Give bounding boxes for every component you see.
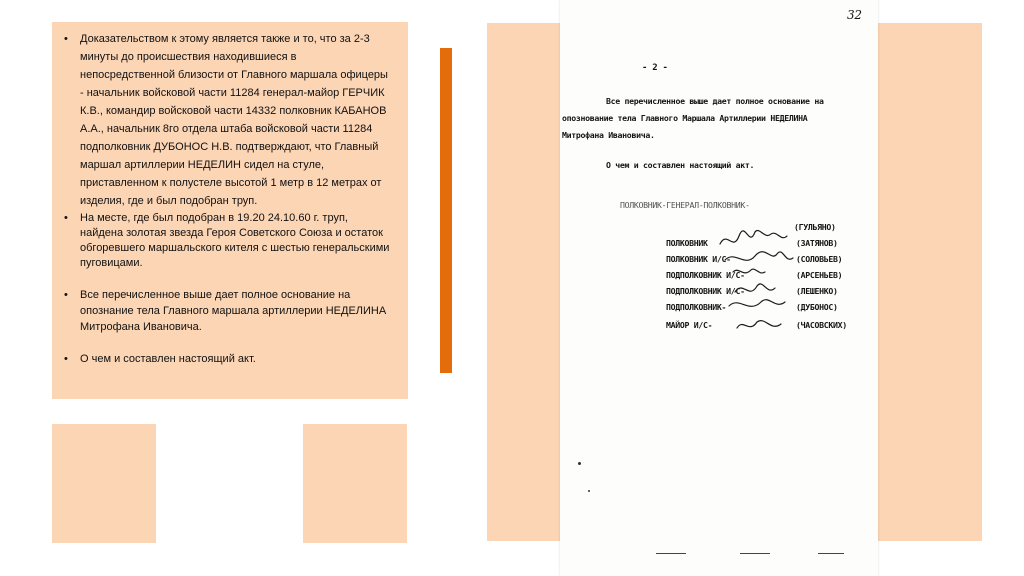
doc-line: опознование тела Главного Маршала Артиллерии НЕДЕЛИНА	[562, 113, 808, 123]
signatory-header: ПОЛКОВНИК-ГЕНЕРАЛ-ПОЛКОВНИК-	[620, 200, 750, 210]
bullet-list	[62, 30, 394, 367]
scan-speck	[578, 462, 581, 465]
signature-rank: ПОДПОЛКОВНИК И/С-	[666, 286, 745, 296]
scan-mark	[656, 553, 686, 554]
scanned-document	[560, 0, 878, 576]
scan-mark	[818, 553, 844, 554]
scan-speck	[588, 490, 590, 492]
signature-name: (ЧАСОВСКИХ)	[796, 320, 847, 330]
signature-name: (ЛЕШЕНКО)	[796, 286, 838, 296]
signature-rank: ПОДПОЛКОВНИК И/С-	[666, 270, 745, 280]
document-backdrop-left	[487, 23, 560, 541]
decorative-square-right	[303, 424, 407, 543]
signature-name: (ЗАТЯНОВ)	[796, 238, 838, 248]
doc-line: Митрофана Ивановича.	[562, 130, 655, 140]
bullet-item: • О чем и составлен настоящий акт.	[62, 351, 394, 367]
bullet-item: • Доказательством к этому является также и то, что за 2-3 минуты до происшествия находившиеся в непосредственной близости от Главного маршала офицеры - начальник войсковой части 11284 генерал-майор ГЕРЧИК К.В., командир войсковой части 14332 полковник КАБАНОВ А.А., начальник 8го отдела штаба войсковой части 11284 подполковник ДУБОНОС Н.В. подтверждают, что Главный маршал артиллерии НЕДЕЛИН сидел на стуле, приставленном к полустеле высотой 1 метр в 12 метрах от изделия, где и был подобран труп.	[62, 30, 394, 210]
doc-line: Все перечисленное выше дает полное основание на	[606, 96, 824, 106]
decorative-square-left	[52, 424, 156, 543]
signature-name: (ГУЛЬЯНО)	[794, 222, 836, 232]
orange-accent-bar	[440, 48, 452, 373]
bullet-item: • Все перечисленное выше дает полное основание на опознание тела Главного маршала артиллерии НЕДЕЛИНА Митрофана Ивановича.	[62, 287, 394, 335]
corner-number: 32	[847, 8, 862, 22]
bullet-item: • На месте, где был подобран в 19.20 24.10.60 г. труп, найдена золотая звезда Героя Советского Союза и остаток обгоревшего маршальского кителя с шестью генеральскими пуговицами.	[62, 211, 394, 271]
doc-line: О чем и составлен настоящий акт.	[606, 160, 755, 170]
text-panel	[52, 22, 408, 399]
signature-name: (АРСЕНЬЕВ)	[796, 270, 843, 280]
signature-rank: ПОЛКОВНИК И/С-	[666, 254, 731, 264]
signature-rank: ПОЛКОВНИК	[666, 238, 708, 248]
handwritten-signatures	[715, 222, 800, 340]
document-backdrop-right	[878, 23, 982, 541]
signature-name: (ДУБОНОС)	[796, 302, 838, 312]
signature-rank: МАЙОР И/С-	[666, 320, 713, 330]
scan-mark	[740, 553, 770, 554]
page-number: - 2 -	[642, 63, 668, 73]
signature-rank: ПОДПОЛКОВНИК-	[666, 302, 727, 312]
signature-name: (СОЛОВЬЕВ)	[796, 254, 843, 264]
